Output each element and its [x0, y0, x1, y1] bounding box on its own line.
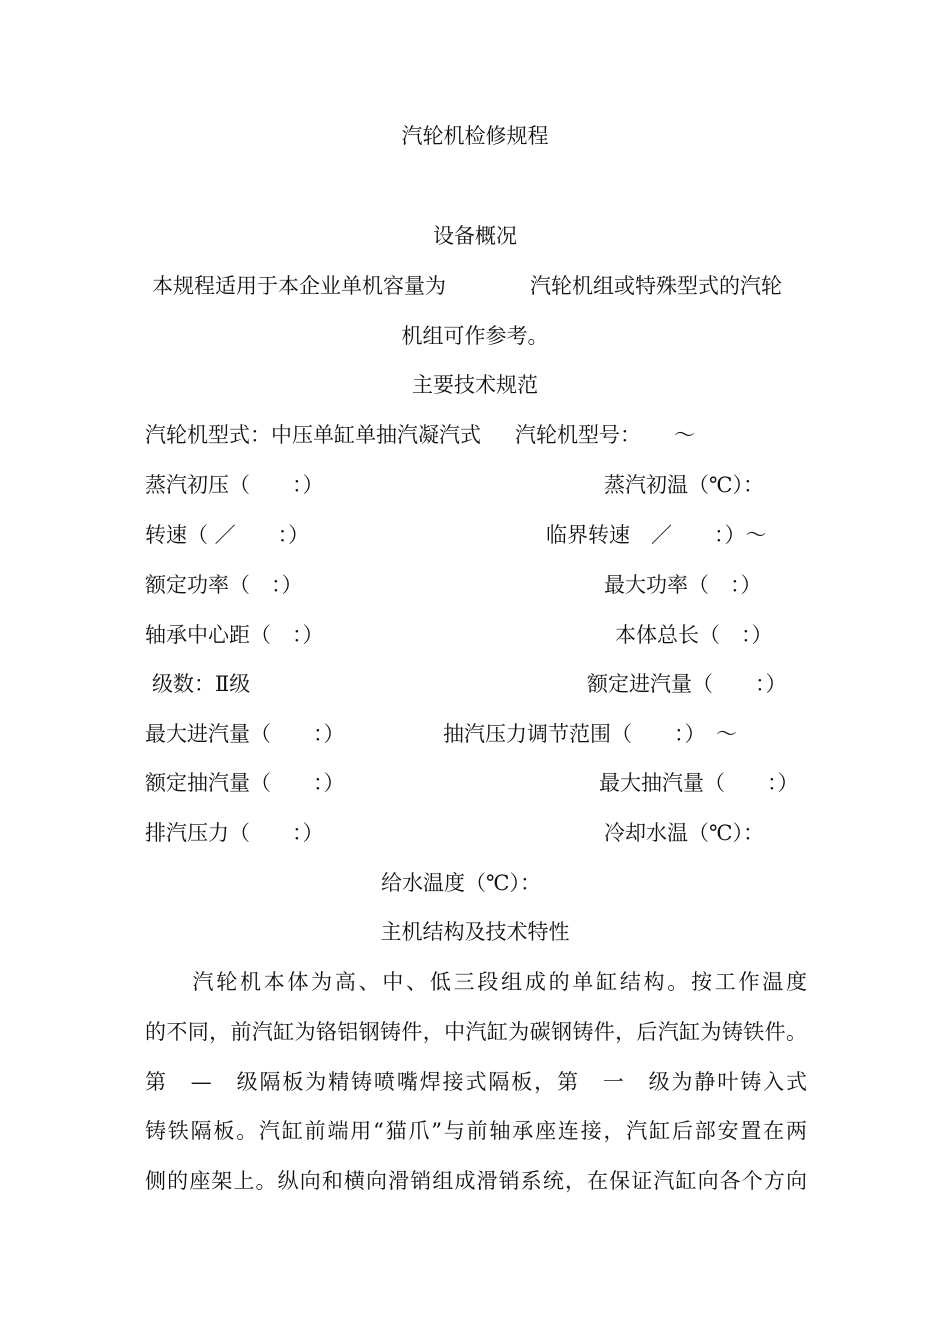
section-heading-specs: 主要技术规范 [412, 373, 538, 397]
intro-text-part-2: 汽轮机组或特殊型式的汽轮 [530, 274, 782, 298]
spec-feedwater-temp: 给水温度（℃）： [381, 871, 541, 895]
spec-steam-temp: 蒸汽初温（℃）： [604, 473, 764, 497]
body-paragraph-line-1: 汽轮机本体为高、中、低三段组成的单缸结构。按工作温度 [145, 970, 807, 994]
spec-bearing-distance: 轴承中心距（ ：） [145, 623, 324, 647]
section-heading-overview: 设备概况 [433, 224, 517, 248]
spec-steam-pressure: 蒸汽初压（ ：） [145, 473, 324, 497]
spec-max-steam-flow: 最大进汽量（ ：） [145, 722, 345, 746]
spec-extraction-pressure-range: 抽汽压力调节范围（ ：） ～ [443, 722, 737, 746]
spec-turbine-type: 汽轮机型式：中压单缸单抽汽凝汽式 [145, 423, 481, 447]
spec-turbine-model-tilde: ～ [674, 423, 695, 447]
document-title: 汽轮机检修规程 [401, 124, 549, 148]
body-paragraph-line-2: 的不同，前汽缸为铬铝钢铸件，中汽缸为碳钢铸件，后汽缸为铸铁件。 [145, 1020, 807, 1044]
body-paragraph-line-4: 铸铁隔板。汽缸前端用“猫爪”与前轴承座连接，汽缸后部安置在两 [145, 1119, 807, 1143]
intro-text-line-2: 机组可作参考。 [401, 324, 549, 348]
spec-stages: 级数：Ⅱ级 [152, 672, 251, 696]
spec-turbine-model: 汽轮机型号： [515, 423, 641, 447]
body-paragraph-line-5: 侧的座架上。纵向和横向滑销组成滑销系统，在保证汽缸向各个方向 [145, 1169, 807, 1193]
spec-rated-power: 额定功率（ ：） [145, 573, 303, 597]
spec-max-extraction: 最大抽汽量（ ：） [599, 771, 799, 795]
spec-rated-extraction: 额定抽汽量（ ：） [145, 771, 345, 795]
body-paragraph-line-3: 第 — 级隔板为精铸喷嘴焊接式隔板，第 一 级为静叶铸入式 [145, 1070, 807, 1094]
spec-rated-steam-flow: 额定进汽量（ ：） [587, 672, 787, 696]
intro-text-part-1: 本规程适用于本企业单机容量为 [152, 274, 446, 298]
spec-speed: 转速（ ／ ：） [145, 523, 310, 547]
spec-max-power: 最大功率（ ：） [604, 573, 762, 597]
spec-cooling-water-temp: 冷却水温（℃）： [604, 821, 764, 845]
section-heading-structure: 主机结构及技术特性 [380, 920, 570, 944]
spec-exhaust-pressure: 排汽压力（ ：） [145, 821, 324, 845]
spec-critical-speed: 临界转速 ／ ：）～ [546, 523, 767, 547]
spec-body-length: 本体总长（ ：） [615, 623, 773, 647]
